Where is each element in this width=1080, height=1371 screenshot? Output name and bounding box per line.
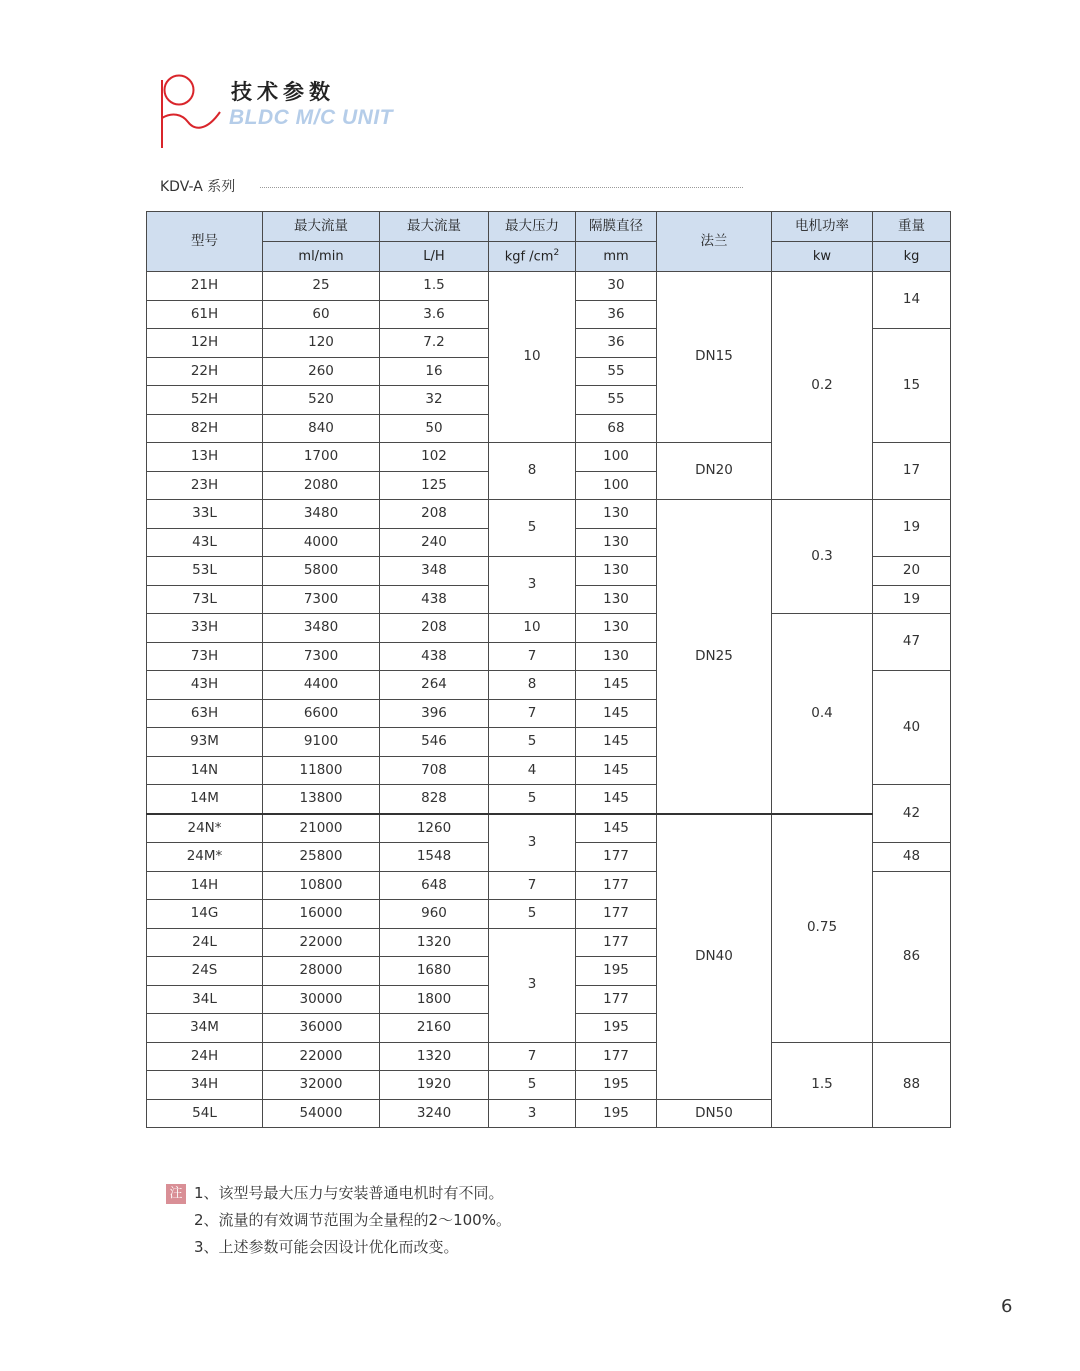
cell-pressure: 7 [489,699,576,728]
cell-power: 1.5 [772,1042,873,1128]
cell-model: 63H [147,699,263,728]
cell-flow-ml: 4000 [263,528,380,557]
cell-flange: DN15 [657,272,772,443]
table-header-row [147,212,951,242]
cell-flow-l: 1320 [380,1042,489,1071]
cell-pressure: 8 [489,671,576,700]
cell-pressure: 4 [489,756,576,785]
cell-flange: DN40 [657,814,772,1100]
cell-flow-l: 396 [380,699,489,728]
cell-flow-l: 1260 [380,814,489,843]
cell-pressure: 7 [489,1042,576,1071]
cell-weight: 19 [873,500,951,557]
series-label: KDV-A 系列 [160,179,236,195]
cell-flow-ml: 16000 [263,900,380,929]
spec-table [146,211,951,1128]
cell-power: 0.2 [772,272,873,500]
cell-flow-ml: 21000 [263,814,380,843]
cell-diameter: 195 [576,1071,657,1100]
cell-pressure: 3 [489,814,576,872]
cell-flange: DN20 [657,443,772,500]
cell-flow-l: 1800 [380,985,489,1014]
cell-weight: 15 [873,329,951,443]
cell-diameter: 130 [576,528,657,557]
cell-flow-ml: 10800 [263,871,380,900]
cell-diameter: 145 [576,785,657,814]
header-flow-l: 最大流量 [380,212,489,242]
cell-pressure: 3 [489,557,576,614]
cell-model: 24S [147,957,263,986]
spec-table-body [147,272,951,1128]
cell-diameter: 55 [576,357,657,386]
cell-flow-ml: 25 [263,272,380,301]
cell-diameter: 145 [576,671,657,700]
header-model: 型号 [147,212,263,272]
cell-model: 21H [147,272,263,301]
cell-model: 73H [147,642,263,671]
note-line [166,1180,511,1207]
header-weight: 重量 [873,212,951,242]
cell-flow-l: 3.6 [380,300,489,329]
page-title: 技术参数 [231,80,335,104]
cell-flow-l: 546 [380,728,489,757]
cell-model: 61H [147,300,263,329]
cell-pressure: 3 [489,1099,576,1128]
header-flow-ml: 最大流量 [263,212,380,242]
cell-weight: 86 [873,871,951,1042]
cell-flow-l: 32 [380,386,489,415]
cell-model: 34M [147,1014,263,1043]
cell-flow-ml: 7300 [263,585,380,614]
cell-weight: 14 [873,272,951,329]
cell-model: 53L [147,557,263,586]
page-number: 6 [1001,1296,1013,1317]
cell-weight: 20 [873,557,951,586]
cell-flow-l: 828 [380,785,489,814]
cell-model: 24L [147,928,263,957]
cell-flow-l: 438 [380,585,489,614]
cell-model: 24M* [147,843,263,872]
cell-flow-l: 1920 [380,1071,489,1100]
cell-weight: 19 [873,585,951,614]
cell-model: 33L [147,500,263,529]
cell-flow-l: 648 [380,871,489,900]
cell-diameter: 145 [576,699,657,728]
unit-pressure [489,242,576,272]
brand-logo-icon [158,72,224,152]
cell-flow-l: 208 [380,500,489,529]
cell-model: 43L [147,528,263,557]
cell-flow-l: 208 [380,614,489,643]
cell-diameter: 145 [576,756,657,785]
cell-diameter: 130 [576,614,657,643]
unit-pressure-base: kgf /cm [504,249,554,265]
cell-model: 14M [147,785,263,814]
cell-pressure: 3 [489,928,576,1042]
note-text: 2、流量的有效调节范围为全量程的2～100%。 [194,1211,511,1229]
cell-flow-ml: 28000 [263,957,380,986]
cell-diameter: 195 [576,1099,657,1128]
cell-diameter: 130 [576,642,657,671]
cell-flow-ml: 3480 [263,500,380,529]
cell-model: 82H [147,414,263,443]
header-flange: 法兰 [657,212,772,272]
cell-weight: 42 [873,785,951,843]
cell-flow-l: 1548 [380,843,489,872]
cell-model: 24N* [147,814,263,843]
cell-flange: DN50 [657,1099,772,1128]
cell-pressure: 10 [489,272,576,443]
cell-flow-l: 1680 [380,957,489,986]
cell-flow-ml: 5800 [263,557,380,586]
cell-diameter: 130 [576,500,657,529]
cell-model: 73L [147,585,263,614]
cell-pressure: 5 [489,1071,576,1100]
cell-model: 34L [147,985,263,1014]
cell-flow-ml: 7300 [263,642,380,671]
cell-flow-ml: 13800 [263,785,380,814]
cell-model: 34H [147,1071,263,1100]
cell-pressure: 5 [489,785,576,814]
cell-pressure: 7 [489,642,576,671]
cell-diameter: 145 [576,814,657,843]
cell-model: 13H [147,443,263,472]
cell-flow-l: 125 [380,471,489,500]
cell-flow-l: 102 [380,443,489,472]
table-row [147,814,951,843]
cell-flow-l: 960 [380,900,489,929]
cell-diameter: 36 [576,329,657,358]
cell-flow-ml: 25800 [263,843,380,872]
cell-flow-ml: 36000 [263,1014,380,1043]
table-row [147,272,951,301]
cell-power: 0.3 [772,500,873,614]
dotted-divider [260,187,743,188]
cell-diameter: 130 [576,585,657,614]
unit-weight: kg [873,242,951,272]
unit-power: kw [772,242,873,272]
page-subtitle: BLDC M/C UNIT [229,106,393,129]
cell-diameter: 177 [576,900,657,929]
cell-diameter: 177 [576,871,657,900]
header-pressure: 最大压力 [489,212,576,242]
unit-flow-l: L/H [380,242,489,272]
cell-flow-ml: 11800 [263,756,380,785]
cell-flow-ml: 60 [263,300,380,329]
cell-flow-ml: 840 [263,414,380,443]
cell-model: 52H [147,386,263,415]
unit-pressure-exponent: 2 [553,248,560,259]
cell-pressure: 5 [489,728,576,757]
cell-flow-l: 1320 [380,928,489,957]
cell-flow-ml: 1700 [263,443,380,472]
cell-diameter: 145 [576,728,657,757]
cell-flow-ml: 30000 [263,985,380,1014]
cell-flow-ml: 54000 [263,1099,380,1128]
note-mark-badge: 注 [166,1184,186,1204]
cell-power: 0.75 [772,814,873,1043]
cell-flow-l: 50 [380,414,489,443]
cell-weight: 40 [873,671,951,785]
cell-diameter: 36 [576,300,657,329]
cell-model: 14N [147,756,263,785]
header-power: 电机功率 [772,212,873,242]
table-unit-row [147,242,951,272]
cell-pressure: 5 [489,500,576,557]
notes-block [166,1180,511,1261]
note-line [166,1234,511,1261]
cell-model: 54L [147,1099,263,1128]
cell-pressure: 5 [489,900,576,929]
cell-flow-l: 708 [380,756,489,785]
cell-flow-l: 16 [380,357,489,386]
cell-diameter: 68 [576,414,657,443]
cell-model: 14G [147,900,263,929]
cell-flow-ml: 260 [263,357,380,386]
cell-model: 14H [147,871,263,900]
cell-flow-l: 2160 [380,1014,489,1043]
cell-diameter: 100 [576,471,657,500]
cell-flow-l: 3240 [380,1099,489,1128]
cell-diameter: 30 [576,272,657,301]
unit-flow-ml: ml/min [263,242,380,272]
cell-flow-ml: 32000 [263,1071,380,1100]
header-diameter: 隔膜直径 [576,212,657,242]
cell-flow-l: 240 [380,528,489,557]
cell-pressure: 10 [489,614,576,643]
cell-flange: DN25 [657,500,772,814]
cell-model: 12H [147,329,263,358]
cell-pressure: 8 [489,443,576,500]
cell-weight: 88 [873,1042,951,1128]
note-text: 1、该型号最大压力与安装普通电机时有不同。 [194,1184,504,1202]
table-row [147,1042,951,1071]
cell-diameter: 195 [576,1014,657,1043]
cell-flow-ml: 120 [263,329,380,358]
cell-weight: 17 [873,443,951,500]
table-row [147,500,951,529]
cell-model: 22H [147,357,263,386]
cell-diameter: 177 [576,985,657,1014]
cell-power: 0.4 [772,614,873,814]
cell-flow-l: 1.5 [380,272,489,301]
table-row [147,614,951,643]
cell-flow-l: 264 [380,671,489,700]
cell-flow-ml: 4400 [263,671,380,700]
cell-diameter: 100 [576,443,657,472]
cell-diameter: 55 [576,386,657,415]
note-text: 3、上述参数可能会因设计优化而改变。 [194,1238,459,1256]
cell-model: 93M [147,728,263,757]
cell-flow-l: 438 [380,642,489,671]
cell-model: 24H [147,1042,263,1071]
cell-flow-ml: 9100 [263,728,380,757]
cell-model: 33H [147,614,263,643]
cell-flow-ml: 22000 [263,928,380,957]
cell-flow-ml: 22000 [263,1042,380,1071]
cell-weight: 48 [873,843,951,872]
cell-model: 43H [147,671,263,700]
unit-diameter: mm [576,242,657,272]
note-line [166,1207,511,1234]
cell-diameter: 177 [576,1042,657,1071]
cell-flow-l: 348 [380,557,489,586]
cell-flow-ml: 3480 [263,614,380,643]
cell-flow-l: 7.2 [380,329,489,358]
cell-flow-ml: 520 [263,386,380,415]
cell-diameter: 195 [576,957,657,986]
cell-diameter: 177 [576,928,657,957]
cell-flow-ml: 2080 [263,471,380,500]
cell-pressure: 7 [489,871,576,900]
cell-diameter: 177 [576,843,657,872]
cell-flow-ml: 6600 [263,699,380,728]
cell-weight: 47 [873,614,951,671]
cell-model: 23H [147,471,263,500]
cell-diameter: 130 [576,557,657,586]
